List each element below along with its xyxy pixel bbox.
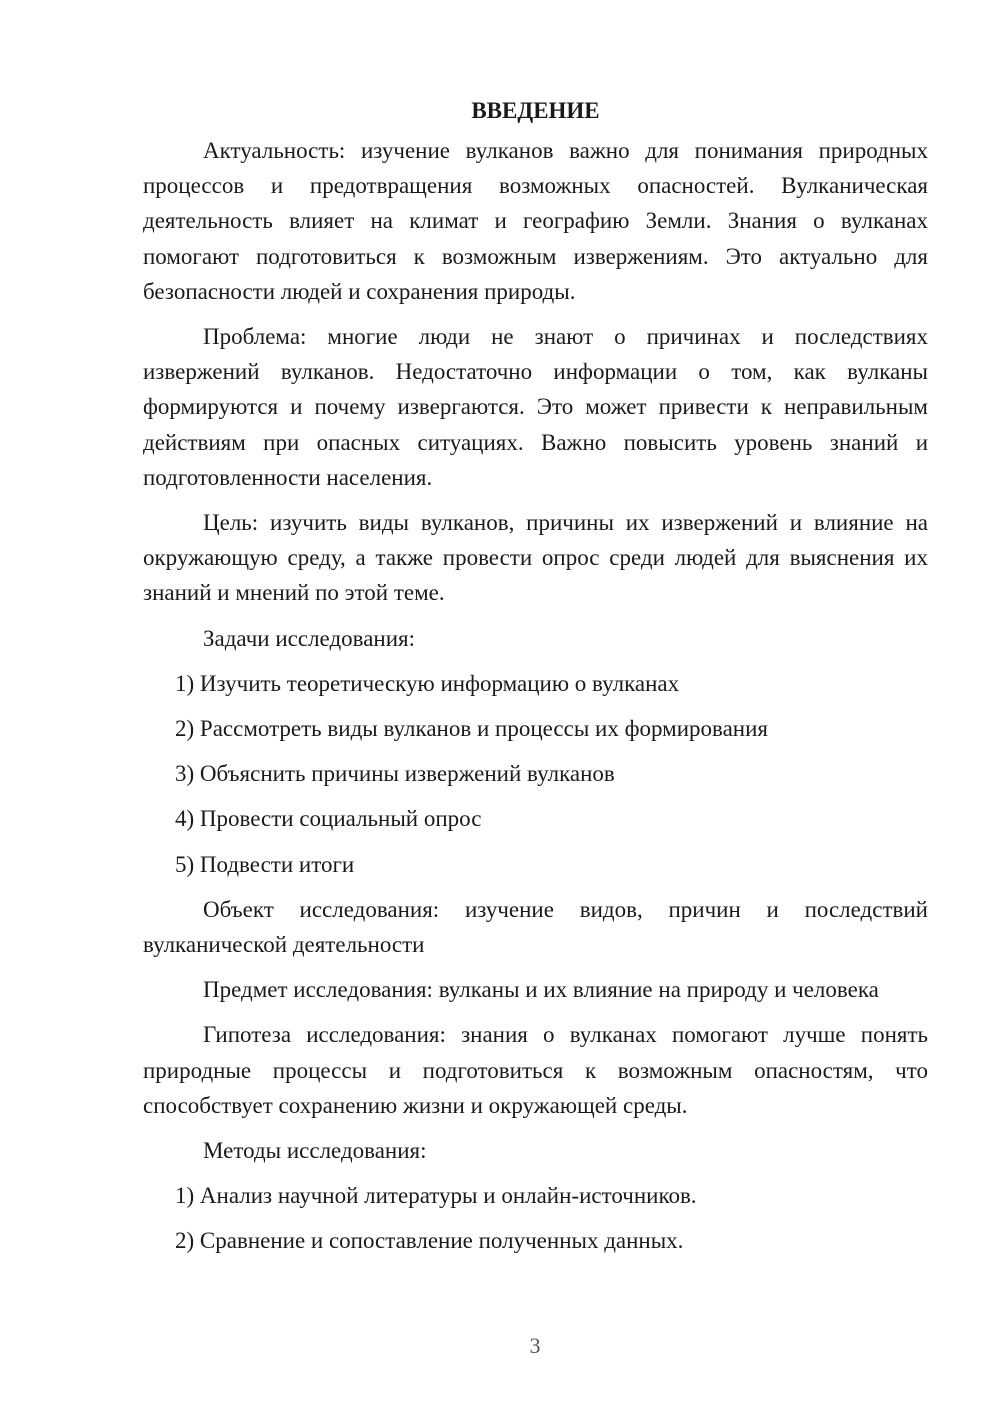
goal-paragraph: Цель: изучить виды вулканов, причины их извержений и влияние на окружающую среду, а также провести опрос среди людей для выяснения их знаний и мнений по этой теме. <box>143 510 928 606</box>
task-item: 4) Провести социальный опрос <box>175 806 482 832</box>
hypothesis-paragraph: Гипотеза исследования: знания о вулканах помогают лучше понять природные процессы и подготовиться к возможным опасностям, что способствует сохранению жизни и окружающей среды. <box>143 1022 928 1118</box>
problem-paragraph: Проблема: многие люди не знают о причинах и последствиях извержений вулканов. Недостаточно информации о том, как вулканы формируются и почему извергаются. Это может привести к неправильным действиям при опасных ситуациях. Важно повысить уровень знаний и подготовленности населения. <box>143 324 928 490</box>
tasks-list <box>143 666 928 882</box>
subject-paragraph: Предмет исследования: вулканы и их влияние на природу и человека <box>203 977 879 1003</box>
method-item: 2) Сравнение и сопоставление полученных данных. <box>175 1228 684 1254</box>
relevance-paragraph: Актуальность: изучение вулканов важно для понимания природных процессов и предотвращения возможных опасностей. Вулканическая деятельность влияет на климат и географию Земли. Знания о вулканах помогают подготовиться к возможным извержениям. Это актуально для безопасности людей и сохранения природы. <box>143 138 928 304</box>
task-item: 2) Рассмотреть виды вулканов и процессы их формирования <box>175 716 768 742</box>
task-item: 5) Подвести итоги <box>175 851 355 877</box>
methods-heading: Методы исследования: <box>203 1138 427 1164</box>
methods-list <box>143 1178 928 1258</box>
page-number: 3 <box>529 1333 541 1358</box>
section-heading: ВВЕДЕНИЕ <box>471 98 600 123</box>
method-item: 1) Анализ научной литературы и онлайн-источников. <box>175 1183 697 1209</box>
object-paragraph: Объект исследования: изучение видов, причин и последствий вулканической деятельности <box>143 896 928 958</box>
task-item: 1) Изучить теоретическую информацию о вулканах <box>175 670 680 696</box>
task-item: 3) Объяснить причины извержений вулканов <box>175 761 615 787</box>
tasks-heading: Задачи исследования: <box>203 625 416 651</box>
document-page <box>143 96 928 1269</box>
